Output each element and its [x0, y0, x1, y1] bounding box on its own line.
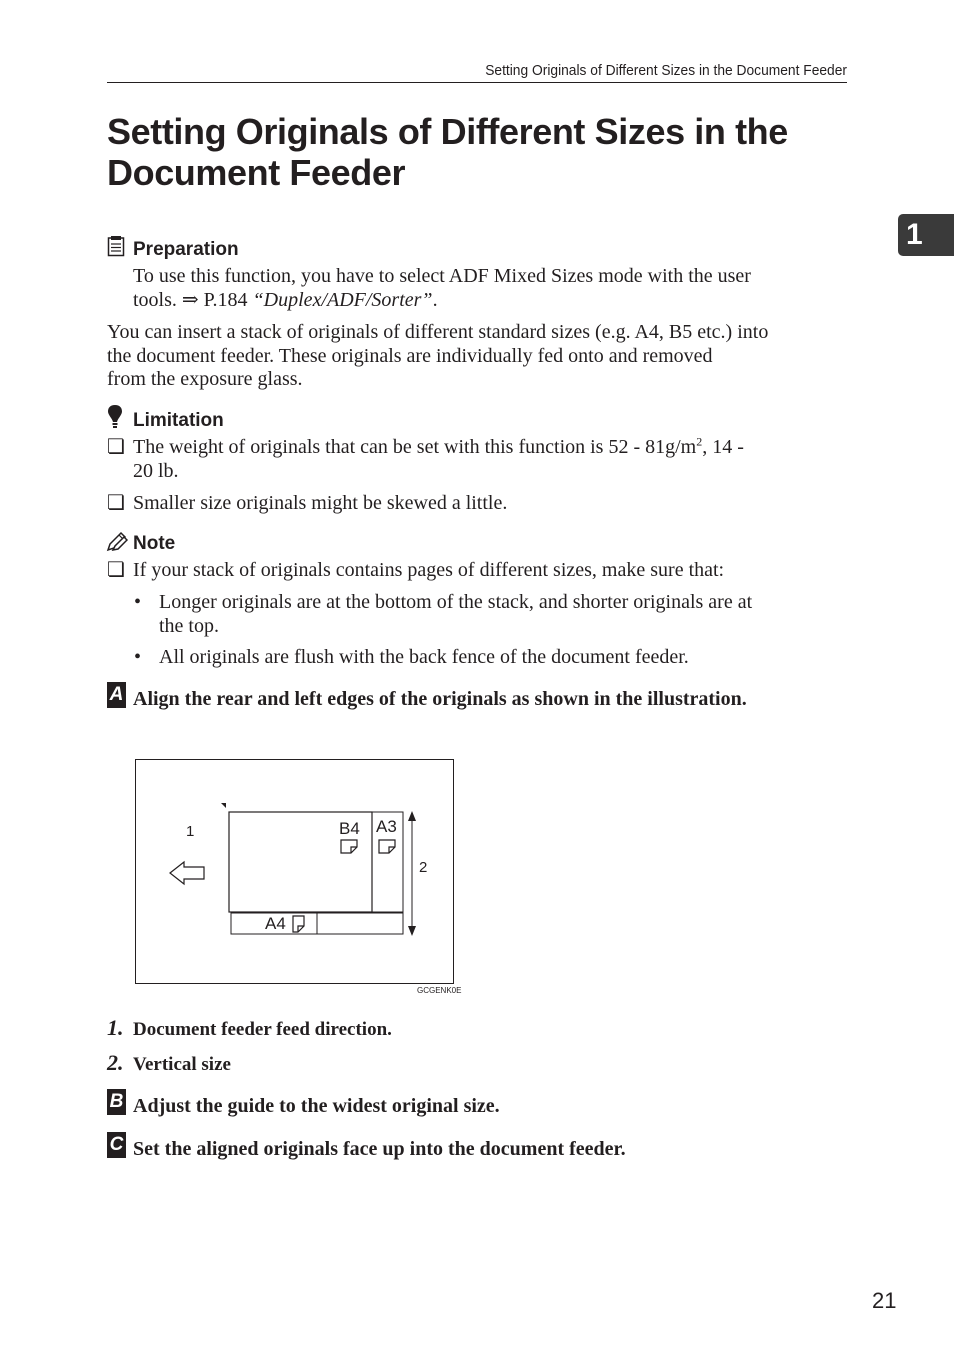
note-bullet-1-line-1: Longer originals are at the bottom of the stack, and shorter originals are at [159, 591, 753, 613]
page-title-line-2: Document Feeder [107, 152, 406, 193]
intro-line-3: from the exposure glass. [107, 368, 303, 391]
illustration-frame [135, 759, 454, 984]
limitation-item-1-sup: 2 [696, 434, 703, 449]
limitation-item-1-line-1 [133, 436, 847, 460]
step-2-text: Adjust the guide to the widest original size. [133, 1095, 500, 1117]
running-header: Setting Originals of Different Sizes in the Document Feeder [485, 62, 847, 79]
intro-paragraph [107, 321, 847, 392]
preparation-line-2-prefix: tools. ⇒ P.184 [133, 289, 253, 311]
step-2-marker: B [107, 1089, 126, 1115]
limitation-item-1-line-2: 20 lb. [133, 460, 179, 482]
preparation-line-2 [133, 289, 847, 313]
limitation-item-1-text: The weight of originals that can be set with this function is 52 - 81g/m [133, 436, 697, 458]
preparation-line-2-suffix: . [432, 289, 438, 311]
preparation-line-1: To use this function, you have to select ADF Mixed Sizes mode with the user [133, 265, 751, 287]
figure-label-a4: A4 [265, 914, 286, 933]
figure-label-b4: B4 [339, 819, 360, 838]
limitation-icon [106, 404, 124, 429]
note-bullet-1-dot: • [134, 591, 142, 613]
caption-1-text: Document feeder feed direction. [133, 1019, 392, 1040]
page-title [107, 111, 867, 193]
figure-label-a3: A3 [376, 817, 397, 836]
intro-line-1: You can insert a stack of originals of different standard sizes (e.g. A4, B5 etc.) into [107, 321, 769, 343]
step-3-text: Set the aligned originals face up into the document feeder. [133, 1138, 626, 1160]
note-item-1: If your stack of originals contains pages of different sizes, make sure that: [133, 559, 725, 581]
page-title-line-1: Setting Originals of Different Sizes in the [107, 111, 788, 152]
vertical-arrow-head-bottom [408, 926, 416, 936]
step-1-text: Align the rear and left edges of the originals as shown in the illustration. [133, 688, 747, 710]
note-heading: Note [133, 533, 176, 554]
page-number: 21 [872, 1288, 897, 1313]
preparation-icon [107, 235, 125, 257]
note-bullet-1-line-2: the top. [159, 615, 219, 637]
header-rule [107, 82, 847, 83]
note-checkbox-1: ❏ [107, 559, 125, 581]
vertical-arrow-head-top [408, 811, 416, 821]
step-1-marker: A [107, 682, 126, 708]
corner-marker [221, 803, 226, 808]
limitation-checkbox-1: ❏ [107, 436, 125, 458]
note-bullet-2-dot: • [134, 646, 142, 668]
illustration-drawing [136, 760, 453, 983]
caption-1-number: 1. [107, 1015, 124, 1040]
note-pencil-icon [105, 531, 129, 553]
limitation-item-2: Smaller size originals might be skewed a little. [133, 492, 508, 514]
caption-2-number: 2. [107, 1050, 124, 1075]
step-3-marker: C [107, 1132, 126, 1158]
limitation-checkbox-2: ❏ [107, 492, 125, 514]
figure-code: GCGENK0E [417, 986, 462, 995]
limitation-item-1-tail: , 14 - [702, 436, 744, 458]
intro-line-2: the document feeder. These originals are individually fed onto and removed [107, 344, 713, 367]
note-bullet-2: All originals are flush with the back fence of the document feeder. [159, 646, 689, 668]
preparation-cross-reference[interactable]: “Duplex/ADF/Sorter” [252, 289, 433, 311]
caption-2-text: Vertical size [133, 1054, 231, 1075]
chapter-tab: 1 [898, 214, 954, 256]
limitation-heading: Limitation [133, 410, 224, 431]
feed-direction-arrow-icon [170, 862, 204, 884]
figure-label-2: 2 [419, 859, 428, 876]
preparation-heading: Preparation [133, 239, 239, 260]
figure-label-1: 1 [186, 823, 195, 840]
